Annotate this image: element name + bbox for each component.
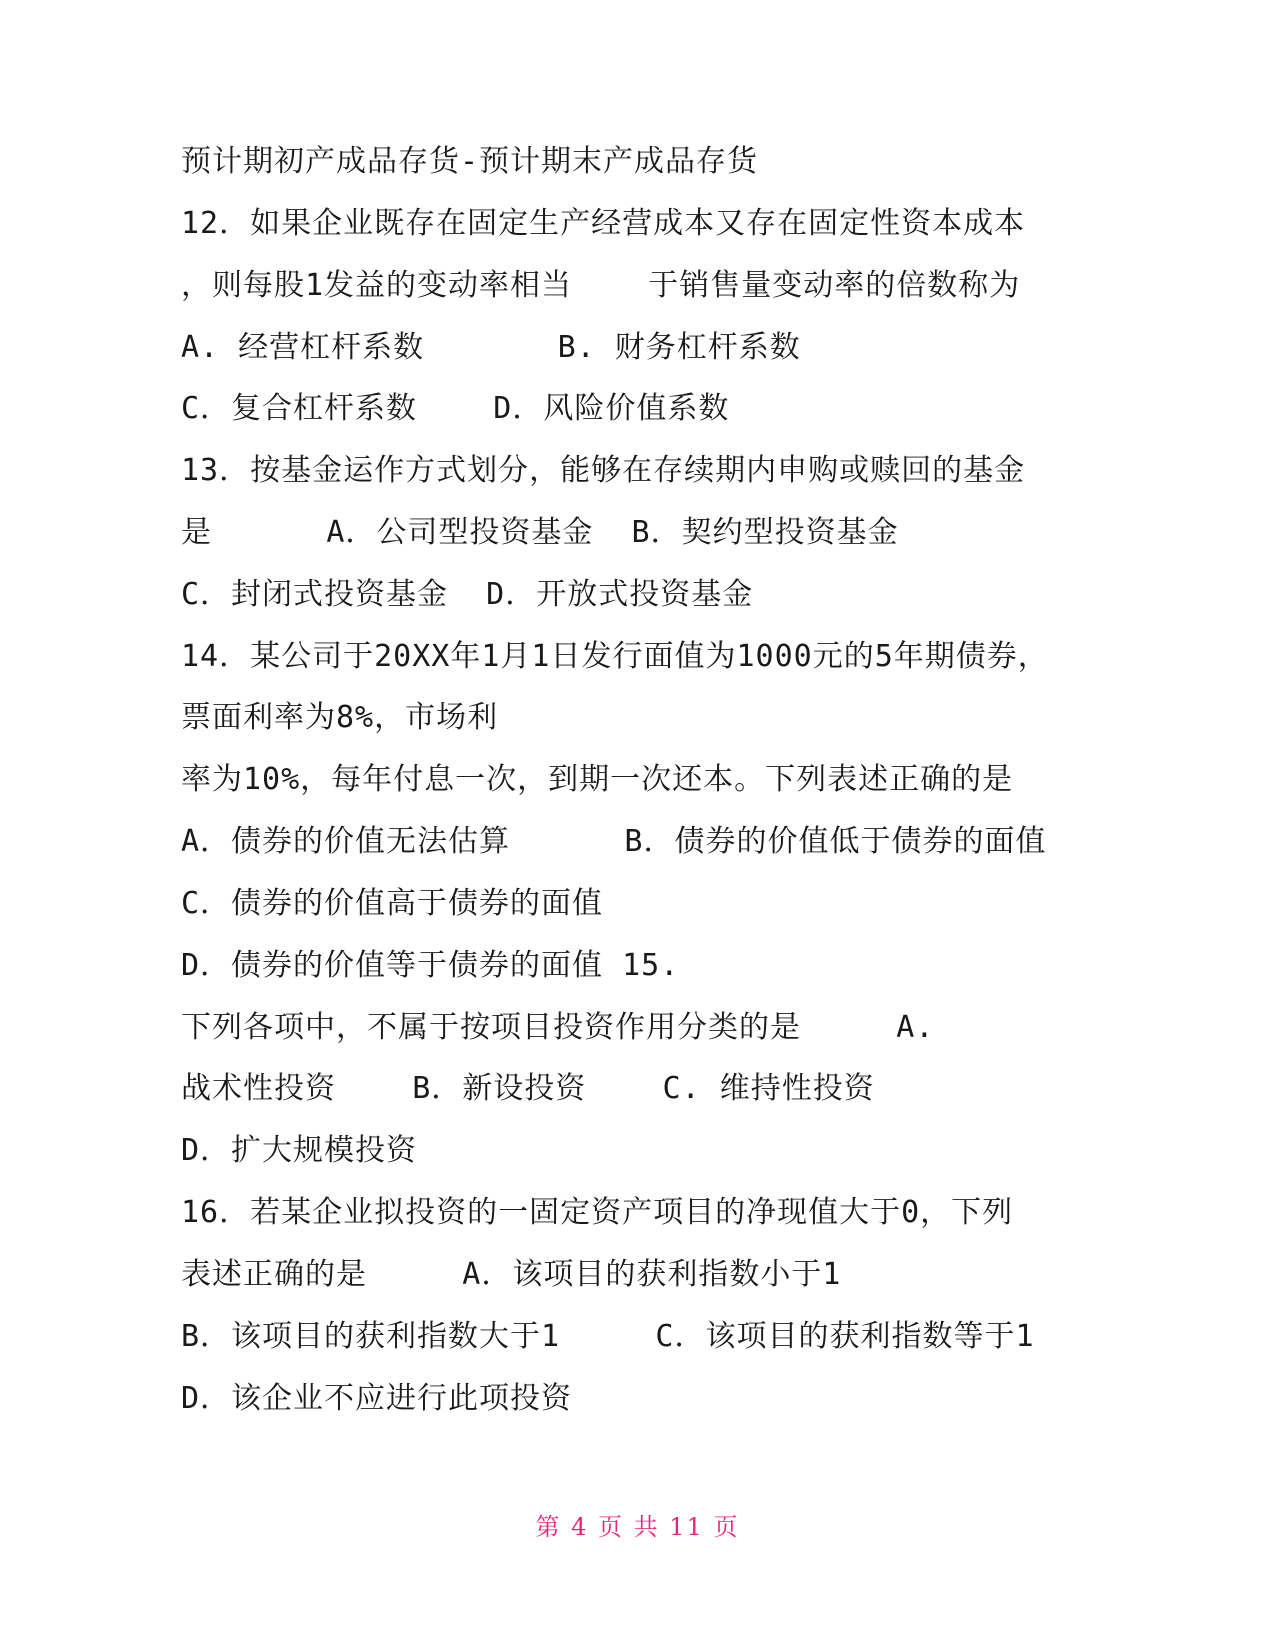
question-13-line: 13．按基金运作方式划分，能够在存续期内申购或赎回的基金 [181,453,1026,488]
option-line: 表述正确的是 A．该项目的获利指数小于1 [181,1257,842,1292]
option-line: D．扩大规模投资 [181,1133,418,1168]
option-line: C．债券的价值高于债券的面值 [181,886,604,921]
question-16-line: 16．若某企业拟投资的一固定资产项目的净现值大于0，下列 [181,1195,1014,1230]
option-line: A．债券的价值无法估算 B．债券的价值低于债券的面值 [181,824,1047,859]
text-line: 预计期初产成品存货-预计期末产成品存货 [181,144,759,179]
option-line: 是 A．公司型投资基金 B．契约型投资基金 [181,515,899,550]
question-12-line: 12．如果企业既存在固定生产经营成本又存在固定性资本成本 [181,206,1026,241]
option-line: C．封闭式投资基金 D．开放式投资基金 [181,577,754,612]
option-line: A. 经营杠杆系数 B. 财务杠杆系数 [181,330,801,365]
text-line: 率为10%，每年付息一次，到期一次还本。下列表述正确的是 [181,762,1014,797]
option-line: D．该企业不应进行此项投资 [181,1381,573,1416]
option-line: C．复合杠杆系数 D．风险价值系数 [181,391,730,426]
question-14-line: 14．某公司于20XX年1月1日发行面值为1000元的5年期债券， [181,639,1049,674]
question-15-line: 下列各项中，不属于按项目投资作用分类的是 A. [181,1010,935,1045]
option-line: B．该项目的获利指数大于1 C．该项目的获利指数等于1 [181,1319,1035,1354]
option-line: D．债券的价值等于债券的面值 15. [181,948,680,983]
text-line: 票面利率为8%，市场利 [181,700,499,735]
page-number-footer: 第 4 页 共 11 页 [535,1513,740,1541]
option-line: 战术性投资 B．新设投资 C. 维持性投资 [181,1071,875,1106]
text-line: ，则每股1发益的变动率相当 于销售量变动率的倍数称为 [181,268,1021,303]
